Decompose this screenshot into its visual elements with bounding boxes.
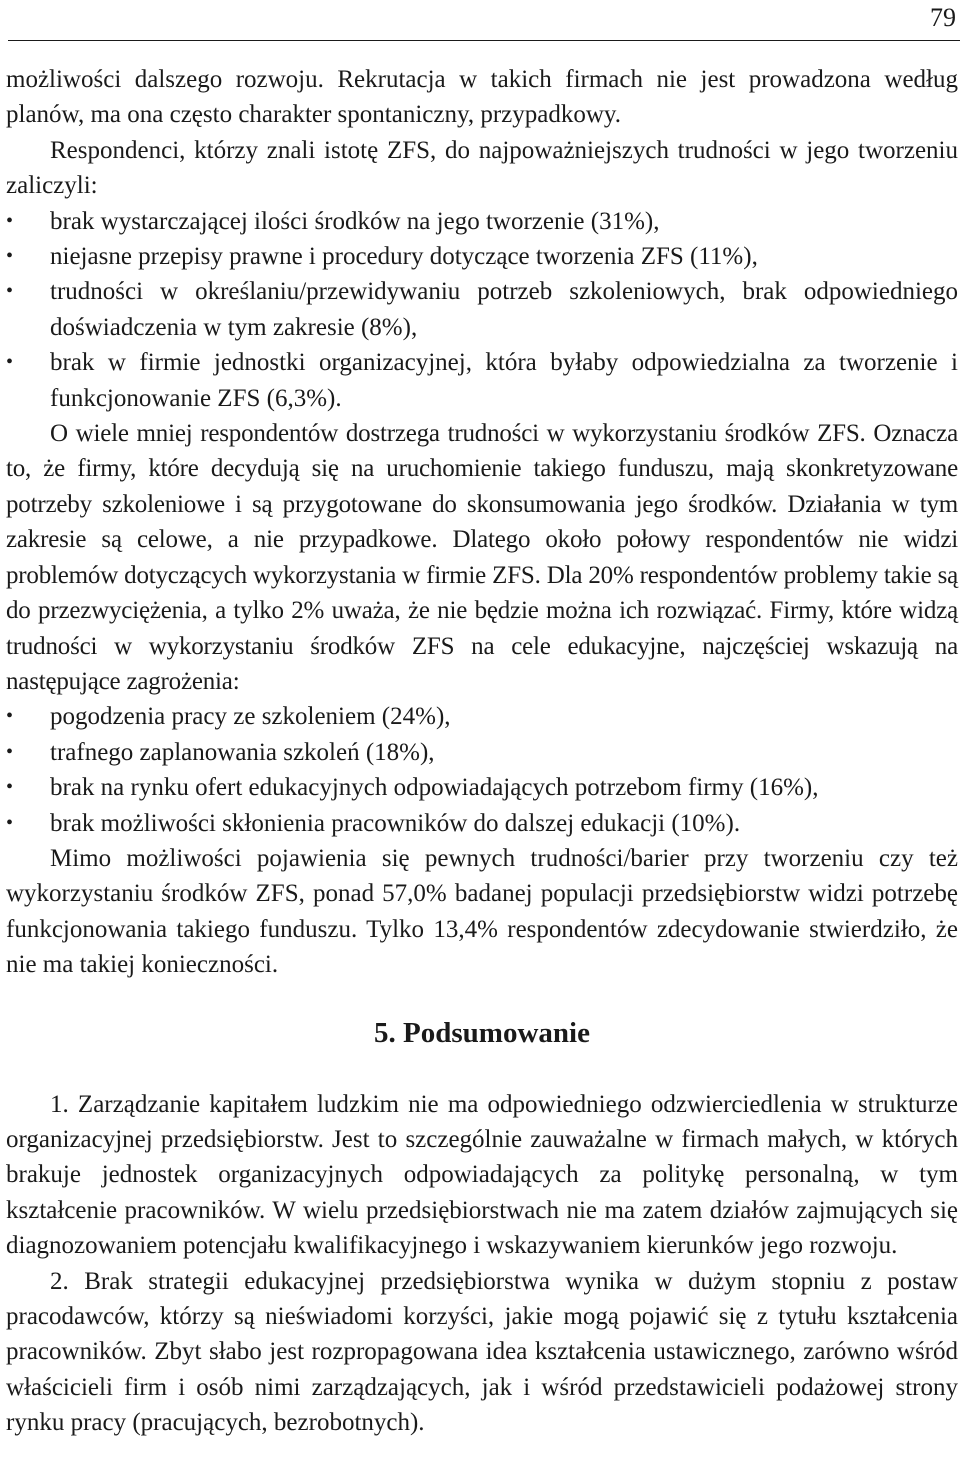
bullet-icon: • [6, 776, 14, 799]
paragraph-6: 2. Brak strategii edukacyjnej przedsiębiorstwa wynika w dużym stopniu z postaw pracodawców, którzy są nieświadomi korzyści, jakie mogą pojawić się z tytułu kształcenia pracowników. Zbyt słabo jest rozpropagowana idea kształcenia ustawicznego, zarówno wśród właścicieli firm i osób nimi zarządzających, jak i wśród przedstawicieli podażowej strony rynku pracy (pracujących, bezrobotnych). [6, 1267, 958, 1437]
page-number: 79 [930, 3, 956, 32]
list-item: • trafnego zaplanowania szkoleń (18%), [6, 735, 958, 770]
list-item: • pogodzenia pracy ze szkoleniem (24%), [6, 699, 958, 734]
list-item: • brak w firmie jednostki organizacyjnej, która byłaby odpowiedzialna za tworzenie i funkcjonowanie ZFS (6,3%). [6, 345, 958, 416]
paragraph-3: O wiele mniej respondentów dostrzega trudności w wykorzystaniu środków ZFS. Oznacza to, że firmy, które decydują się na uruchomienie takiego funduszu, mają skonkretyzowane potrzeby szkoleniowe i są przygotowane do skonsumowania jego środków. Działania w tym zakresie są celowe, a nie przypadkowe. Dlatego około połowy respondentów nie widzi problemów dotyczących wykorzystania w firmie ZFS. Dla 20% respondentów problemy takie są do przezwyciężenia, a tylko 2% uważa, że nie będzie można ich rozwiązać. Firmy, które widzą trudności w wykorzystaniu środków ZFS na cele edukacyjne, najczęściej wskazują na następujące zagrożenia: [6, 420, 958, 695]
bullet-icon: • [6, 351, 14, 374]
list-item: • brak wystarczającej ilości środków na jego tworzenie (31%), [6, 204, 958, 239]
bullet-icon: • [6, 705, 14, 728]
list-item: • brak możliwości skłonienia pracowników do dalszej edukacji (10%). [6, 806, 958, 841]
page-body [6, 62, 958, 1441]
bullet-icon: • [6, 209, 14, 232]
header-rule [8, 40, 960, 41]
bullet-icon: • [6, 740, 14, 763]
paragraph-1: możliwości dalszego rozwoju. Rekrutacja w takich firmach nie jest prowadzona według planów, ma ona często charakter spontaniczny, przypadkowy. [6, 66, 958, 129]
bullet-icon: • [6, 280, 14, 303]
bullet-icon: • [6, 245, 14, 268]
paragraph-5: 1. Zarządzanie kapitałem ludzkim nie ma odpowiedniego odzwierciedlenia w strukturze organizacyjnej przedsiębiorstw. Jest to szczególnie zauważalne w firmach małych, w których brakuje jednostek organizacyjnych odpowiadających za politykę personalną, w tym kształcenie pracowników. W wielu przedsiębiorstwach nie ma zatem działów zajmujących się diagnozowaniem potencjału kwalifikacyjnego i wskazywaniem kierunków jego rozwoju. [6, 1090, 958, 1260]
section-heading: 5. Podsumowanie [374, 1016, 590, 1049]
paragraph-2: Respondenci, którzy znali istotę ZFS, do najpoważniejszych trudności w jego tworzeniu zaliczyli: [6, 136, 958, 200]
list-item: • trudności w określaniu/przewidywaniu potrzeb szkoleniowych, brak odpowiedniego doświadczenia w tym zakresie (8%), [6, 274, 958, 345]
bullet-icon: • [6, 811, 14, 834]
paragraph-4: Mimo możliwości pojawienia się pewnych trudności/barier przy tworzeniu czy też wykorzystaniu środków ZFS, ponad 57,0% badanej populacji przedsiębiorstw widzi potrzebę funkcjonowania takiego funduszu. Tylko 13,4% respondentów zdecydowanie stwierdziło, że nie ma takiej konieczności. [6, 844, 958, 979]
threats-list [6, 699, 958, 841]
difficulties-list [6, 204, 958, 416]
list-item: • brak na rynku ofert edukacyjnych odpowiadających potrzebom firmy (16%), [6, 770, 958, 805]
list-item: • niejasne przepisy prawne i procedury dotyczące tworzenia ZFS (11%), [6, 239, 958, 274]
